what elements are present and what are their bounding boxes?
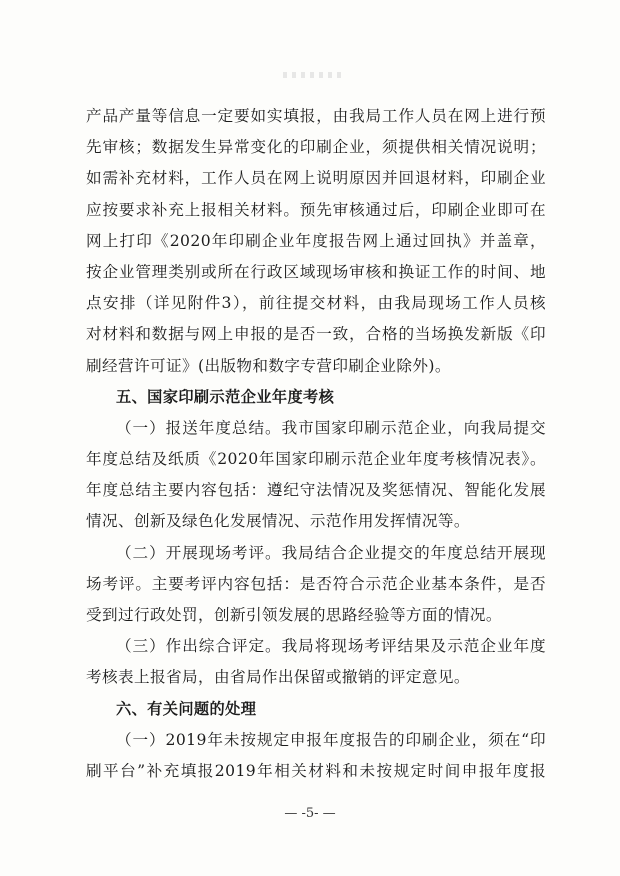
scan-artifact: [283, 72, 343, 78]
text-line: 考核表上报省局，由省局作出保留或撤销的评定意见。: [86, 668, 470, 687]
text-line: 对材料和数据与网上申报的是否一致，合格的当场换发新版《印: [86, 325, 546, 344]
document-body: [86, 101, 546, 787]
paragraph-start-line: （一）2019年未按规定申报年度报告的印刷企业，须在“印: [116, 730, 546, 749]
text-line: 情况、创新及绿色化发展情况、示范作用发挥情况等。: [86, 512, 470, 531]
text-line: 如需补充材料，工作人员在网上说明原因并回退材料，印刷企业: [86, 169, 546, 188]
paragraph-start-line: （三）作出综合评定。我局将现场考评结果及示范企业年度: [116, 637, 546, 656]
text-line: 产品产量等信息一定要如实填报，由我局工作人员在网上进行预: [86, 107, 546, 125]
page-number: — -5- —: [284, 806, 336, 821]
paragraph-start-line: （二）开展现场考评。我局结合企业提交的年度总结开展现: [116, 543, 546, 562]
text-line: 应按要求补充上报相关材料。预先审核通过后，印刷企业即可在: [86, 200, 546, 219]
text-line: 场考评。主要考评内容包括：是否符合示范企业基本条件，是否: [86, 574, 546, 593]
text-line: 刷经营许可证》(出版物和数字专营印刷企业除外)。: [86, 356, 451, 375]
text-line: 先审核；数据发生异常变化的印刷企业，须提供相关情况说明；: [86, 138, 546, 157]
section-heading: 六、有关问题的处理: [116, 699, 257, 718]
text-line: 年度总结主要内容包括：遵纪守法情况及奖惩情况、智能化发展: [86, 481, 546, 500]
paragraph-start-line: （一）报送年度总结。我市国家印刷示范企业，向我局提交: [116, 418, 546, 437]
section-heading: 五、国家印刷示范企业年度考核: [116, 387, 335, 406]
text-line: 年度总结及纸质《2020年国家印刷示范企业年度考核情况表》。: [86, 450, 546, 469]
text-line: 受到过行政处罚，创新引领发展的思路经验等方面的情况。: [86, 606, 502, 624]
text-line: 点安排（详见附件3），前往提交材料，由我局现场工作人员核: [86, 294, 546, 313]
text-line: 刷平台”补充填报2019年相关材料和未按规定时间申报年度报: [86, 761, 546, 780]
text-line: 网上打印《2020年印刷企业年度报告网上通过回执》并盖章，: [86, 231, 546, 250]
text-line: 按企业管理类别或所在行政区域现场审核和换证工作的时间、地: [86, 262, 546, 281]
